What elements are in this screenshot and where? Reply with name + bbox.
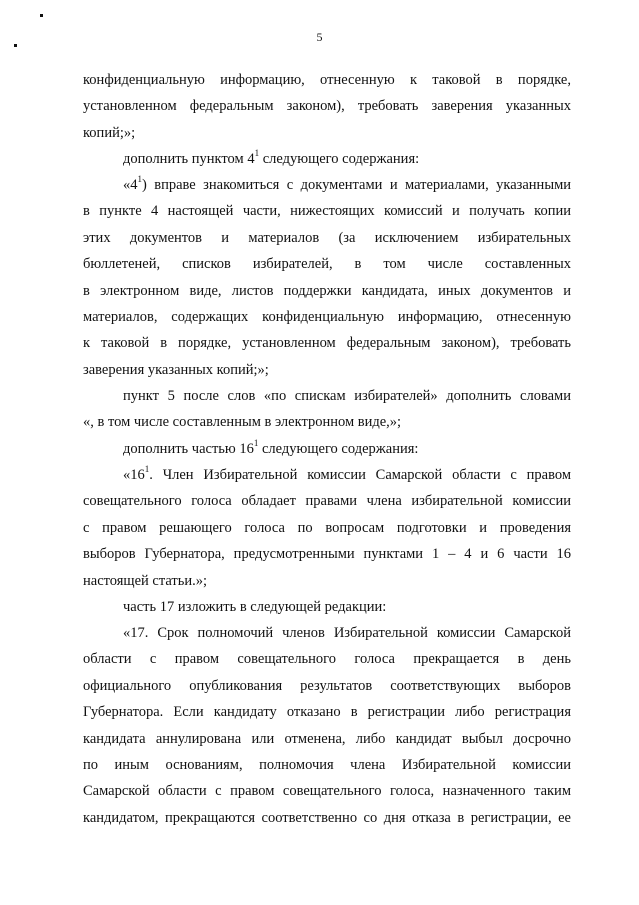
text-run: дополнить частью 16 [123,441,254,457]
text-line: этих документов и материалов (за исключением избирательных [83,229,571,246]
paragraph-7 [83,594,571,620]
text-line: к таковой в порядке, установленном федеральным законом), требовать [83,335,571,352]
text-line: с правом решающего голоса по вопросам подготовки и проведения [83,519,571,536]
text-line: кандидатом, прекращаются соответственно со дня отказа в регистрации, ее [83,809,571,826]
paragraph-8 [83,620,571,831]
text-line: материалов, содержащих конфиденциальную информацию, отнесенную [83,309,571,326]
page-number: 5 [316,30,323,44]
superscript: 1 [253,438,259,449]
superscript: 1 [137,174,142,185]
text-line: пункт 5 после слов «по спискам избирателей» дополнить словами [123,388,571,404]
paragraph-6 [83,462,571,594]
scan-mark [40,14,43,17]
text-line: области с правом совещательного голоса прекращается в день [83,651,571,668]
paragraph-4 [83,383,571,436]
text-run: «16 [123,467,145,483]
text-run: дополнить пунктом 4 [123,151,255,167]
text-line: установленном федеральным законом), требовать заверения указанных [83,98,571,115]
paragraph-1 [83,67,571,146]
text-run: следующего содержания: [259,151,420,167]
text-line: заверения указанных копий;»; [83,361,269,378]
text-line [83,462,571,488]
text-run: . Член Избирательной комиссии Самарской области с правом [149,467,571,483]
text-line: конфиденциальную информацию, отнесенную к таковой в порядке, [83,72,571,88]
text-run: ) вправе знакомиться с документами и материалами, указанными [142,177,571,193]
superscript: 1 [144,464,150,475]
text-line: копий;»; [83,124,136,141]
text-line: бюллетеней, списков избирателей, в том числе составленных [83,256,571,273]
text-line: выборов Губернатора, предусмотренными пунктами 1 – 4 и 6 части 16 [83,546,571,563]
paragraph-2 [83,146,571,172]
text-line: «17. Срок полномочий членов Избирательной комиссии Самарской [123,625,571,641]
text-line: официального опубликования результатов соответствующих выборов [83,677,571,694]
paragraph-5 [83,436,571,462]
paragraph-3 [83,172,571,383]
text-run: часть 17 изложить в следующей редакции: [123,599,387,615]
text-line [83,172,571,198]
text-line: в электронном виде, листов поддержки кандидата, иных документов и [83,282,571,299]
text-line: по иным основаниям, полномочия члена Избирательной комиссии [83,757,571,774]
text-run: «4 [123,177,138,193]
superscript: 1 [254,148,260,159]
text-line: Губернатора. Если кандидату отказано в регистрации либо регистрация [83,704,571,721]
text-line: совещательного голоса обладает правами члена избирательной комиссии [83,493,571,510]
text-line: кандидата аннулирована или отменена, либо кандидат выбыл досрочно [83,730,571,747]
text-line: настоящей статьи.»; [83,572,208,589]
text-run: следующего содержания: [258,441,419,457]
text-line: в пункте 4 настоящей части, нижестоящих комиссий и получать копии [83,203,571,220]
text-line: Самарской области с правом совещательного голоса, назначенного таким [83,783,571,800]
text-line: «, в том числе составленным в электронном виде,»; [83,414,402,431]
